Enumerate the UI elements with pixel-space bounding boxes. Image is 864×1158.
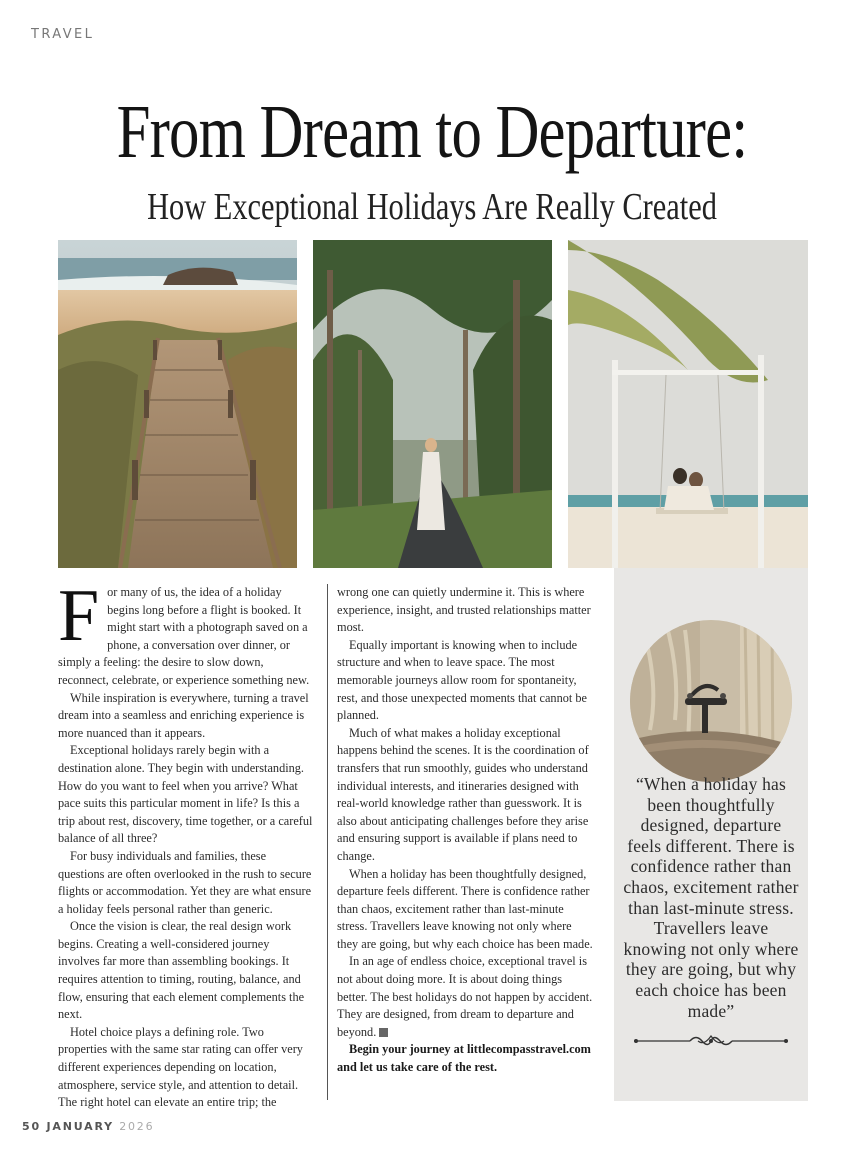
article-paragraph: For busy individuals and families, these questions are often overlooked in the rush to secure flights or accommodation. Yet they are what ensure a holiday feels personal rather than generic. xyxy=(58,848,312,916)
article-paragraph: For many of us, the idea of a holiday begins long before a flight is booked. It might start with a photograph saved on a phone, a conversation over dinner, or simply a feeling: the desire to slow down, reconnect, celebrate, or experience something new. xyxy=(58,575,310,687)
article-paragraph: Hotel choice plays a defining role. Two properties with the same star rating can offer very different experiences depending on location, atmosphere, service style, and attention to detail. The right hotel can elevate an entire trip; the xyxy=(58,1024,303,1110)
article-paragraph: Exceptional holidays rarely begin with a destination alone. They begin with understanding. How do you want to feel when you arrive? What pace suits this particular moment in life? Is this a trip about rest, discovery, time together, or a careful balance of all three? xyxy=(58,743,313,846)
page-number-date: 50 JANUARY xyxy=(22,1120,114,1133)
article-paragraph: While inspiration is everywhere, turning a travel dream into a seamless and enriching experience is more nuanced than it appears. xyxy=(58,690,309,740)
article-paragraph: When a holiday has been thoughtfully designed, departure feels different. There is confidence rather than chaos, excitement rather than last-minute stress. Travellers leave knowing not only where they are going, but why each choice has been made. xyxy=(337,866,593,951)
article-paragraph: In an age of endless choice, exceptional travel is not about doing more. It is about doing things better. The best holidays do not happen by accident. They are designed, from dream to departure and beyond. xyxy=(337,954,593,1039)
pull-quote: “When a holiday has been thoughtfully designed, departure feels different. There is confidence rather than chaos, excitement rather than last-minute stress. Travellers leave knowing not only where they are going, but why each choice has been made” xyxy=(623,774,799,1021)
beach-swing-photo xyxy=(568,240,808,568)
end-mark-icon xyxy=(379,1028,388,1037)
palm-path-photo xyxy=(313,240,552,568)
page-footer xyxy=(22,1120,154,1133)
issue-year: 2026 xyxy=(119,1120,155,1133)
article-column-1 xyxy=(58,575,314,1112)
article-subtitle: How Exceptional Holidays Are Really Created xyxy=(147,186,717,228)
call-to-action[interactable]: Begin your journey at littlecompasstravel.com and let us take care of the rest. xyxy=(337,1042,591,1075)
bathroom-tap-photo xyxy=(630,620,792,782)
column-divider xyxy=(327,584,328,1100)
article-title: From Dream to Departure: xyxy=(116,90,748,174)
article-paragraph: wrong one can quietly undermine it. This is where experience, insight, and trusted relationships matter most. xyxy=(337,585,591,635)
article-column-2 xyxy=(337,584,595,1077)
article-paragraph: Much of what makes a holiday exceptional happens behind the scenes. It is the coordination of transfers that run smoothly, guides who understand individual interests, and itineraries designed with real-world knowledge rather than guesswork. It is also about anticipating challenges before they arise and ensuring support is available if plans need to change. xyxy=(337,725,589,863)
drop-cap: F xyxy=(58,575,100,657)
pull-quote-sidebar xyxy=(614,568,808,1101)
boardwalk-beach-photo xyxy=(58,240,297,568)
ornament-divider-icon xyxy=(634,1032,788,1050)
article-paragraph: Once the vision is clear, the real design work begins. Creating a well-considered journey involves far more than assembling bookings. It requires attention to timing, routing, balance, and flow, ensuring that each element complements the next. xyxy=(58,919,305,1022)
section-tag: TRAVEL xyxy=(31,27,95,42)
article-paragraph: Equally important is knowing when to include structure and when to leave space. The most memorable journeys allow room for spontaneity, rest, and those unexpected moments that cannot be planned. xyxy=(337,637,587,723)
